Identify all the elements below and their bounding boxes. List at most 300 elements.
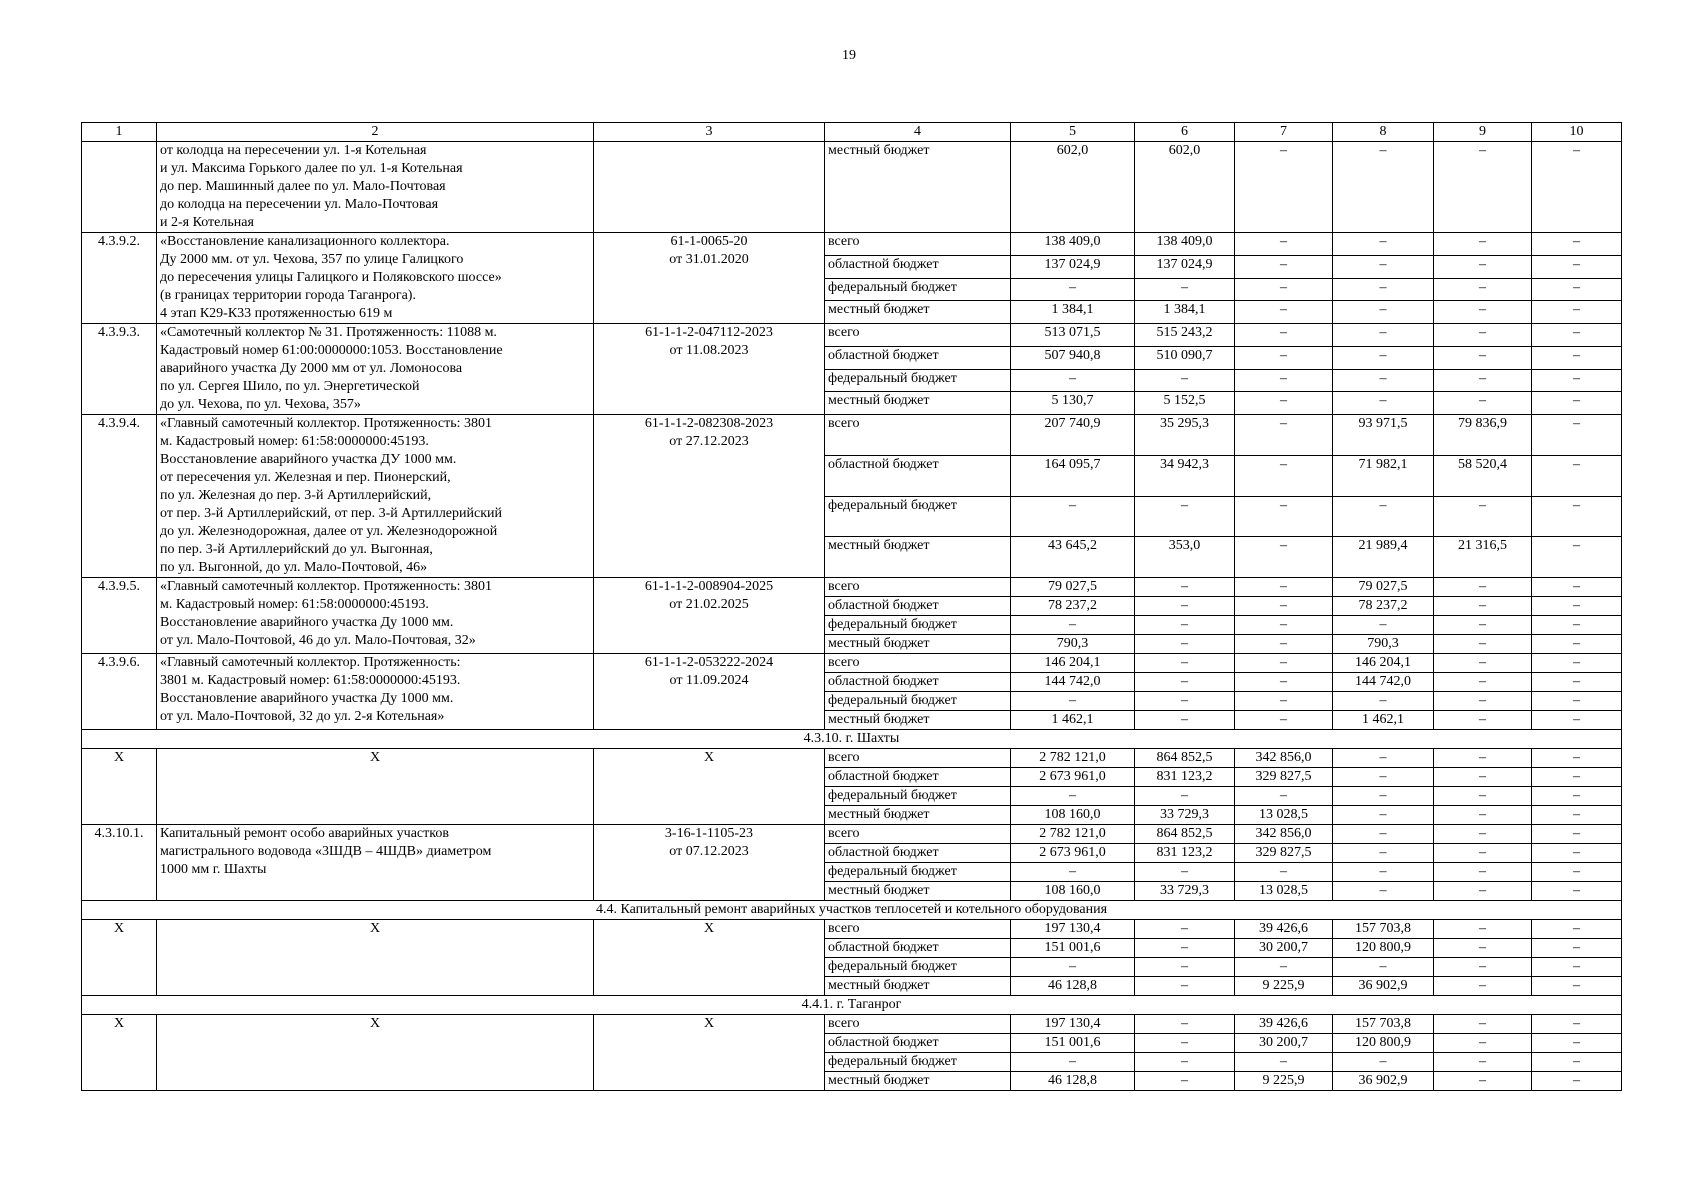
amount-cell: – <box>1235 578 1333 597</box>
amount-cell: – <box>1235 496 1333 537</box>
amount-cell: – <box>1532 496 1622 537</box>
table-row <box>82 1015 1622 1034</box>
amount-cell: – <box>1333 692 1434 711</box>
amount-cell: 79 027,5 <box>1011 578 1135 597</box>
amount-cell: – <box>1434 142 1532 233</box>
amount-cell: – <box>1011 787 1135 806</box>
amount-cell: 197 130,4 <box>1011 920 1135 939</box>
amount-cell: – <box>1135 939 1235 958</box>
amount-cell: – <box>1135 920 1235 939</box>
amount-cell: – <box>1235 346 1333 369</box>
amount-cell: – <box>1333 958 1434 977</box>
amount-cell: – <box>1434 616 1532 635</box>
amount-cell: – <box>1434 806 1532 825</box>
funding-source: всего <box>825 654 1011 673</box>
amount-cell: – <box>1333 749 1434 768</box>
amount-cell: – <box>1532 346 1622 369</box>
funding-source: федеральный бюджет <box>825 1053 1011 1072</box>
amount-cell: 21 989,4 <box>1333 537 1434 578</box>
amount-cell: – <box>1011 496 1135 537</box>
amount-cell: – <box>1532 142 1622 233</box>
amount-cell: 78 237,2 <box>1011 597 1135 616</box>
amount-cell: – <box>1434 958 1532 977</box>
amount-cell: – <box>1434 711 1532 730</box>
amount-cell: – <box>1434 1015 1532 1034</box>
amount-cell: – <box>1135 787 1235 806</box>
amount-cell: 5 152,5 <box>1135 392 1235 415</box>
amount-cell: – <box>1333 369 1434 392</box>
amount-cell: – <box>1333 278 1434 301</box>
amount-cell: – <box>1434 692 1532 711</box>
amount-cell: – <box>1135 654 1235 673</box>
table-row <box>82 233 1622 256</box>
amount-cell: 34 942,3 <box>1135 455 1235 496</box>
amount-cell: 1 462,1 <box>1011 711 1135 730</box>
funding-source: областной бюджет <box>825 673 1011 692</box>
amount-cell: – <box>1235 233 1333 256</box>
amount-cell: – <box>1532 255 1622 278</box>
amount-cell: – <box>1532 301 1622 324</box>
funding-source: местный бюджет <box>825 1072 1011 1091</box>
funding-source: областной бюджет <box>825 768 1011 787</box>
amount-cell: – <box>1532 654 1622 673</box>
funding-source: областной бюджет <box>825 597 1011 616</box>
amount-cell: – <box>1235 711 1333 730</box>
item-name: от колодца на пересечении ул. 1-я Котельная и ул. Максима Горького далее по ул. 1-я Котельная до пер. Машинный далее по ул. Мало-Почтовая до колодца на пересечении ул. Мало-Почтовая и 2-я Котельная <box>157 142 594 233</box>
amount-cell: 39 426,6 <box>1235 1015 1333 1034</box>
funding-source: местный бюджет <box>825 635 1011 654</box>
amount-cell: – <box>1333 787 1434 806</box>
amount-cell: – <box>1135 278 1235 301</box>
table-row <box>82 142 1622 233</box>
amount-cell: – <box>1434 255 1532 278</box>
item-name: Капитальный ремонт особо аварийных участков магистрального водовода «3ШДВ – 4ШДВ» диаметром 1000 мм г. Шахты <box>157 825 594 901</box>
amount-cell: – <box>1532 711 1622 730</box>
amount-cell: 46 128,8 <box>1011 1072 1135 1091</box>
amount-cell: – <box>1333 496 1434 537</box>
amount-cell: – <box>1135 578 1235 597</box>
amount-cell: – <box>1235 537 1333 578</box>
amount-cell: – <box>1011 863 1135 882</box>
amount-cell: 2 782 121,0 <box>1011 749 1135 768</box>
funding-source: федеральный бюджет <box>825 863 1011 882</box>
amount-cell: 137 024,9 <box>1011 255 1135 278</box>
amount-cell: 138 409,0 <box>1011 233 1135 256</box>
amount-cell: 36 902,9 <box>1333 977 1434 996</box>
amount-cell: – <box>1011 278 1135 301</box>
amount-cell: – <box>1235 654 1333 673</box>
amount-cell: – <box>1333 142 1434 233</box>
item-name: Х <box>157 920 594 996</box>
item-document: 61-1-1-2-082308-2023 от 27.12.2023 <box>594 415 825 578</box>
item-document: 61-1-1-2-008904-2025 от 21.02.2025 <box>594 578 825 654</box>
amount-cell: – <box>1235 635 1333 654</box>
item-code: 4.3.10.1. <box>82 825 157 901</box>
amount-cell: – <box>1434 1072 1532 1091</box>
amount-cell: 151 001,6 <box>1011 1034 1135 1053</box>
amount-cell: – <box>1135 1053 1235 1072</box>
amount-cell: – <box>1135 1015 1235 1034</box>
amount-cell: – <box>1235 324 1333 347</box>
header-cell: 4 <box>825 123 1011 142</box>
amount-cell: – <box>1235 616 1333 635</box>
amount-cell: – <box>1235 692 1333 711</box>
amount-cell: – <box>1333 392 1434 415</box>
amount-cell: 9 225,9 <box>1235 977 1333 996</box>
funding-source: федеральный бюджет <box>825 787 1011 806</box>
item-code: Х <box>82 920 157 996</box>
amount-cell: 137 024,9 <box>1135 255 1235 278</box>
funding-source: всего <box>825 415 1011 456</box>
amount-cell: – <box>1333 768 1434 787</box>
amount-cell: – <box>1333 882 1434 901</box>
table-row <box>82 654 1622 673</box>
amount-cell: – <box>1434 301 1532 324</box>
amount-cell: 790,3 <box>1333 635 1434 654</box>
amount-cell: – <box>1333 863 1434 882</box>
amount-cell: – <box>1434 654 1532 673</box>
header-cell: 1 <box>82 123 157 142</box>
amount-cell: 108 160,0 <box>1011 806 1135 825</box>
amount-cell: – <box>1235 673 1333 692</box>
funding-source: всего <box>825 825 1011 844</box>
funding-source: местный бюджет <box>825 301 1011 324</box>
funding-source: всего <box>825 324 1011 347</box>
amount-cell: – <box>1532 392 1622 415</box>
funding-source: всего <box>825 578 1011 597</box>
amount-cell: – <box>1011 616 1135 635</box>
amount-cell: – <box>1532 844 1622 863</box>
item-code: 4.3.9.2. <box>82 233 157 324</box>
amount-cell: – <box>1333 255 1434 278</box>
funding-source: всего <box>825 749 1011 768</box>
amount-cell: – <box>1532 233 1622 256</box>
amount-cell: – <box>1434 496 1532 537</box>
section-title: 4.4.1. г. Таганрог <box>82 996 1622 1015</box>
amount-cell: – <box>1532 806 1622 825</box>
funding-source: областной бюджет <box>825 255 1011 278</box>
amount-cell: – <box>1532 324 1622 347</box>
amount-cell: – <box>1235 958 1333 977</box>
item-code: Х <box>82 1015 157 1091</box>
funding-source: областной бюджет <box>825 346 1011 369</box>
item-name: Х <box>157 1015 594 1091</box>
amount-cell: 864 852,5 <box>1135 749 1235 768</box>
amount-cell: – <box>1434 278 1532 301</box>
amount-cell: 329 827,5 <box>1235 768 1333 787</box>
amount-cell: – <box>1434 749 1532 768</box>
amount-cell: 58 520,4 <box>1434 455 1532 496</box>
item-document: 3-16-1-1105-23 от 07.12.2023 <box>594 825 825 901</box>
funding-source: местный бюджет <box>825 806 1011 825</box>
amount-cell: – <box>1235 278 1333 301</box>
amount-cell: – <box>1235 1053 1333 1072</box>
funding-source: местный бюджет <box>825 142 1011 233</box>
amount-cell: – <box>1532 692 1622 711</box>
amount-cell: 1 384,1 <box>1135 301 1235 324</box>
item-document: Х <box>594 749 825 825</box>
amount-cell: 329 827,5 <box>1235 844 1333 863</box>
amount-cell: – <box>1532 825 1622 844</box>
amount-cell: 46 128,8 <box>1011 977 1135 996</box>
amount-cell: 13 028,5 <box>1235 882 1333 901</box>
amount-cell: 36 902,9 <box>1333 1072 1434 1091</box>
amount-cell: – <box>1532 673 1622 692</box>
table-row <box>82 749 1622 768</box>
amount-cell: 602,0 <box>1135 142 1235 233</box>
amount-cell: 21 316,5 <box>1434 537 1532 578</box>
table-row <box>82 415 1622 456</box>
table-row <box>82 324 1622 347</box>
amount-cell: 9 225,9 <box>1235 1072 1333 1091</box>
amount-cell: – <box>1235 255 1333 278</box>
amount-cell: 2 673 961,0 <box>1011 844 1135 863</box>
funding-source: областной бюджет <box>825 939 1011 958</box>
amount-cell: 157 703,8 <box>1333 920 1434 939</box>
amount-cell: – <box>1532 1034 1622 1053</box>
item-name: «Самотечный коллектор № 31. Протяженность: 11088 м. Кадастровый номер 61:00:0000000:1053. Восстановление аварийного участка Ду 2000 мм от ул. Ломоносова по ул. Сергея Шило, по ул. Энергетической до ул. Чехова, по ул. Чехова, 357» <box>157 324 594 415</box>
amount-cell: 35 295,3 <box>1135 415 1235 456</box>
amount-cell: – <box>1135 369 1235 392</box>
amount-cell: – <box>1011 692 1135 711</box>
budget-table <box>81 122 1622 1091</box>
amount-cell: – <box>1434 977 1532 996</box>
amount-cell: – <box>1434 825 1532 844</box>
amount-cell: 2 673 961,0 <box>1011 768 1135 787</box>
amount-cell: – <box>1135 711 1235 730</box>
amount-cell: – <box>1434 369 1532 392</box>
amount-cell: – <box>1333 301 1434 324</box>
item-document: Х <box>594 920 825 996</box>
section-row <box>82 901 1622 920</box>
header-cell: 5 <box>1011 123 1135 142</box>
amount-cell: – <box>1235 142 1333 233</box>
amount-cell: 831 123,2 <box>1135 768 1235 787</box>
amount-cell: – <box>1135 863 1235 882</box>
amount-cell: 507 940,8 <box>1011 346 1135 369</box>
funding-source: областной бюджет <box>825 844 1011 863</box>
header-cell: 2 <box>157 123 594 142</box>
amount-cell: – <box>1532 455 1622 496</box>
header-cell: 8 <box>1333 123 1434 142</box>
amount-cell: 33 729,3 <box>1135 806 1235 825</box>
amount-cell: 144 742,0 <box>1333 673 1434 692</box>
funding-source: местный бюджет <box>825 537 1011 578</box>
amount-cell: 30 200,7 <box>1235 939 1333 958</box>
amount-cell: – <box>1434 597 1532 616</box>
header-cell: 9 <box>1434 123 1532 142</box>
amount-cell: 138 409,0 <box>1135 233 1235 256</box>
amount-cell: – <box>1532 597 1622 616</box>
amount-cell: 1 462,1 <box>1333 711 1434 730</box>
amount-cell: – <box>1532 939 1622 958</box>
funding-source: всего <box>825 233 1011 256</box>
amount-cell: 13 028,5 <box>1235 806 1333 825</box>
amount-cell: – <box>1434 233 1532 256</box>
funding-source: местный бюджет <box>825 977 1011 996</box>
amount-cell: – <box>1434 392 1532 415</box>
amount-cell: 30 200,7 <box>1235 1034 1333 1053</box>
amount-cell: – <box>1011 1053 1135 1072</box>
amount-cell: 93 971,5 <box>1333 415 1434 456</box>
funding-source: федеральный бюджет <box>825 958 1011 977</box>
section-title: 4.3.10. г. Шахты <box>82 730 1622 749</box>
section-row <box>82 730 1622 749</box>
amount-cell: – <box>1434 768 1532 787</box>
amount-cell: 120 800,9 <box>1333 1034 1434 1053</box>
item-name: «Восстановление канализационного коллектора. Ду 2000 мм. от ул. Чехова, 357 по улице Галицкого до пересечения улицы Галицкого и Поляковского шоссе» (в границах территории города Таганрога). 4 этап К29-К33 протяженностью 619 м <box>157 233 594 324</box>
amount-cell: 33 729,3 <box>1135 882 1235 901</box>
amount-cell: – <box>1532 749 1622 768</box>
amount-cell: – <box>1235 392 1333 415</box>
amount-cell: – <box>1532 768 1622 787</box>
funding-source: всего <box>825 920 1011 939</box>
amount-cell: 146 204,1 <box>1333 654 1434 673</box>
page-number: 19 <box>842 48 856 63</box>
amount-cell: – <box>1434 346 1532 369</box>
amount-cell: – <box>1135 496 1235 537</box>
funding-source: местный бюджет <box>825 392 1011 415</box>
amount-cell: – <box>1434 920 1532 939</box>
amount-cell: – <box>1434 844 1532 863</box>
header-cell: 6 <box>1135 123 1235 142</box>
amount-cell: – <box>1532 616 1622 635</box>
funding-source: местный бюджет <box>825 882 1011 901</box>
amount-cell: – <box>1434 635 1532 654</box>
amount-cell: – <box>1434 787 1532 806</box>
amount-cell: 79 027,5 <box>1333 578 1434 597</box>
header-cell: 7 <box>1235 123 1333 142</box>
amount-cell: 144 742,0 <box>1011 673 1135 692</box>
funding-source: местный бюджет <box>825 711 1011 730</box>
amount-cell: – <box>1434 882 1532 901</box>
amount-cell: 79 836,9 <box>1434 415 1532 456</box>
amount-cell: – <box>1333 233 1434 256</box>
amount-cell: – <box>1135 616 1235 635</box>
amount-cell: – <box>1135 1072 1235 1091</box>
amount-cell: 43 645,2 <box>1011 537 1135 578</box>
amount-cell: 510 090,7 <box>1135 346 1235 369</box>
amount-cell: 146 204,1 <box>1011 654 1135 673</box>
item-code: 4.3.9.4. <box>82 415 157 578</box>
item-name: Х <box>157 749 594 825</box>
header-row <box>82 123 1622 142</box>
amount-cell: – <box>1235 369 1333 392</box>
amount-cell: – <box>1434 673 1532 692</box>
amount-cell: 2 782 121,0 <box>1011 825 1135 844</box>
amount-cell: 342 856,0 <box>1235 749 1333 768</box>
amount-cell: – <box>1434 1034 1532 1053</box>
item-name: «Главный самотечный коллектор. Протяженность: 3801 м. Кадастровый номер: 61:58:0000000:45193. Восстановление аварийного участка ДУ 1000 мм. от пересечения ул. Железная и пер. Пионерский, по ул. Железная до пер. 3-й Артиллерийский, от пер. 3-й Артиллерийский, от пер. 3-й Артиллерийский до ул. Железнодорожная, далее от ул. Железнодорожной по пер. 3-й Артиллерийский до ул. Выгонная, по ул. Выгонной, до ул. Мало-Почтовой, 46» <box>157 415 594 578</box>
section-row <box>82 996 1622 1015</box>
table-row <box>82 578 1622 597</box>
amount-cell: 207 740,9 <box>1011 415 1135 456</box>
amount-cell: 39 426,6 <box>1235 920 1333 939</box>
funding-source: областной бюджет <box>825 1034 1011 1053</box>
item-code: 4.3.9.6. <box>82 654 157 730</box>
table-row <box>82 920 1622 939</box>
item-code: Х <box>82 749 157 825</box>
amount-cell: – <box>1532 977 1622 996</box>
amount-cell: 78 237,2 <box>1333 597 1434 616</box>
amount-cell: – <box>1235 455 1333 496</box>
amount-cell: 164 095,7 <box>1011 455 1135 496</box>
amount-cell: – <box>1532 787 1622 806</box>
amount-cell: – <box>1333 346 1434 369</box>
amount-cell: – <box>1235 301 1333 324</box>
amount-cell: – <box>1333 616 1434 635</box>
amount-cell: 513 071,5 <box>1011 324 1135 347</box>
amount-cell: – <box>1532 1072 1622 1091</box>
funding-source: всего <box>825 1015 1011 1034</box>
amount-cell: 515 243,2 <box>1135 324 1235 347</box>
funding-source: федеральный бюджет <box>825 496 1011 537</box>
amount-cell: – <box>1532 1053 1622 1072</box>
amount-cell: – <box>1532 958 1622 977</box>
amount-cell: – <box>1333 844 1434 863</box>
amount-cell: – <box>1532 882 1622 901</box>
item-name: «Главный самотечный коллектор. Протяженность: 3801 м. Кадастровый номер: 61:58:0000000:45193. Восстановление аварийного участка Ду 1000 мм. от ул. Мало-Почтовой, 46 до ул. Мало-Почтовая, 32» <box>157 578 594 654</box>
amount-cell: – <box>1235 597 1333 616</box>
amount-cell: – <box>1011 958 1135 977</box>
amount-cell: – <box>1532 1015 1622 1034</box>
amount-cell: – <box>1532 369 1622 392</box>
amount-cell: 157 703,8 <box>1333 1015 1434 1034</box>
amount-cell: 120 800,9 <box>1333 939 1434 958</box>
amount-cell: – <box>1532 920 1622 939</box>
item-code: 4.3.9.3. <box>82 324 157 415</box>
amount-cell: – <box>1135 1034 1235 1053</box>
amount-cell: – <box>1532 863 1622 882</box>
item-document: Х <box>594 1015 825 1091</box>
amount-cell: – <box>1434 578 1532 597</box>
amount-cell: 342 856,0 <box>1235 825 1333 844</box>
amount-cell: – <box>1333 324 1434 347</box>
amount-cell: – <box>1434 939 1532 958</box>
item-name: «Главный самотечный коллектор. Протяженность: 3801 м. Кадастровый номер: 61:58:0000000:45193. Восстановление аварийного участка Ду 1000 мм. от ул. Мало-Почтовой, 32 до ул. 2-я Котельная» <box>157 654 594 730</box>
amount-cell: 5 130,7 <box>1011 392 1135 415</box>
amount-cell: – <box>1135 958 1235 977</box>
item-document: 61-1-0065-20 от 31.01.2020 <box>594 233 825 324</box>
amount-cell: 151 001,6 <box>1011 939 1135 958</box>
section-title: 4.4. Капитальный ремонт аварийных участков теплосетей и котельного оборудования <box>82 901 1622 920</box>
amount-cell: – <box>1011 369 1135 392</box>
funding-source: областной бюджет <box>825 455 1011 496</box>
header-cell: 10 <box>1532 123 1622 142</box>
amount-cell: 353,0 <box>1135 537 1235 578</box>
amount-cell: – <box>1434 1053 1532 1072</box>
amount-cell: 71 982,1 <box>1333 455 1434 496</box>
amount-cell: 1 384,1 <box>1011 301 1135 324</box>
amount-cell: 831 123,2 <box>1135 844 1235 863</box>
funding-source: федеральный бюджет <box>825 278 1011 301</box>
amount-cell: – <box>1235 787 1333 806</box>
amount-cell: – <box>1135 692 1235 711</box>
amount-cell: – <box>1333 806 1434 825</box>
amount-cell: – <box>1434 863 1532 882</box>
item-code <box>82 142 157 233</box>
amount-cell: 108 160,0 <box>1011 882 1135 901</box>
item-document: 61-1-1-2-053222-2024 от 11.09.2024 <box>594 654 825 730</box>
funding-source: федеральный бюджет <box>825 369 1011 392</box>
amount-cell: – <box>1532 415 1622 456</box>
funding-source: федеральный бюджет <box>825 616 1011 635</box>
amount-cell: – <box>1434 324 1532 347</box>
funding-source: федеральный бюджет <box>825 692 1011 711</box>
table-row <box>82 825 1622 844</box>
amount-cell: 790,3 <box>1011 635 1135 654</box>
amount-cell: – <box>1135 597 1235 616</box>
